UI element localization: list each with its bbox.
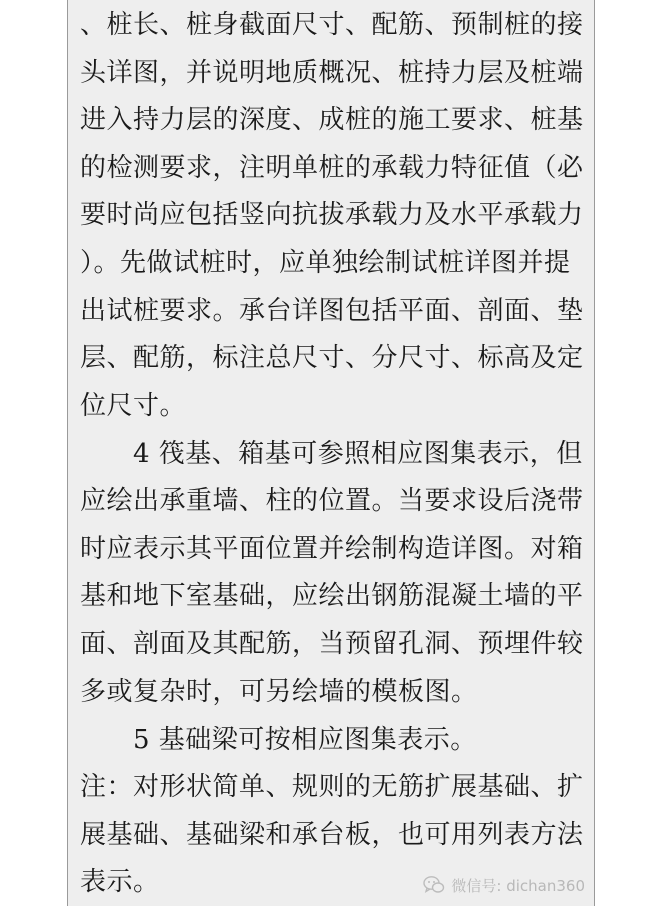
text-line: 位尺寸。 [80,391,187,421]
note-line: 展基础、基础梁和承台板，也可用列表方法 [80,820,584,850]
text-line: 应绘出承重墙、柱的位置。当要求设后浇带 [80,486,584,516]
text-line: 要时尚应包括竖向抗拔承载力及水平承载力 [80,200,584,230]
text-line: 多或复杂时，可另绘墙的模板图。 [80,677,478,707]
watermark [423,873,585,897]
text-line: 、桩长、桩身截面尺寸、配筋、预制桩的接 [80,10,584,40]
text-line: 基和地下室基础，应绘出钢筋混凝土墙的平 [80,581,584,611]
text-line: 时应表示其平面位置并绘制构造详图。对箱 [80,534,584,564]
text-line: 进入持力层的深度、成桩的施工要求、桩基 [80,105,584,135]
watermark-text: 微信号: dichan360 [451,876,585,895]
text-line: 出试桩要求。承台详图包括平面、剖面、垫 [80,296,584,326]
text-line: 的检测要求，注明单桩的承载力特征值（必 [80,153,584,183]
text-line: ）。先做试桩时，应单独绘制试桩详图并提 [80,248,571,278]
note-line: 注：对形状简单、规则的无筋扩展基础、扩 [80,772,584,802]
text-line: 面、剖面及其配筋，当预留孔洞、预埋件较 [80,629,584,659]
text-line: 头详图，并说明地质概况、桩持力层及桩端 [80,58,584,88]
paragraph-5-line: 5 基础梁可按相应图集表示。 [133,725,477,755]
wechat-icon [423,875,445,895]
note-line: 表示。 [80,867,160,897]
paragraph-4-first-line: 4 筏基、箱基可参照相应图集表示，但 [133,439,583,469]
text-line: 层、配筋，标注总尺寸、分尺寸、标高及定 [80,343,584,373]
